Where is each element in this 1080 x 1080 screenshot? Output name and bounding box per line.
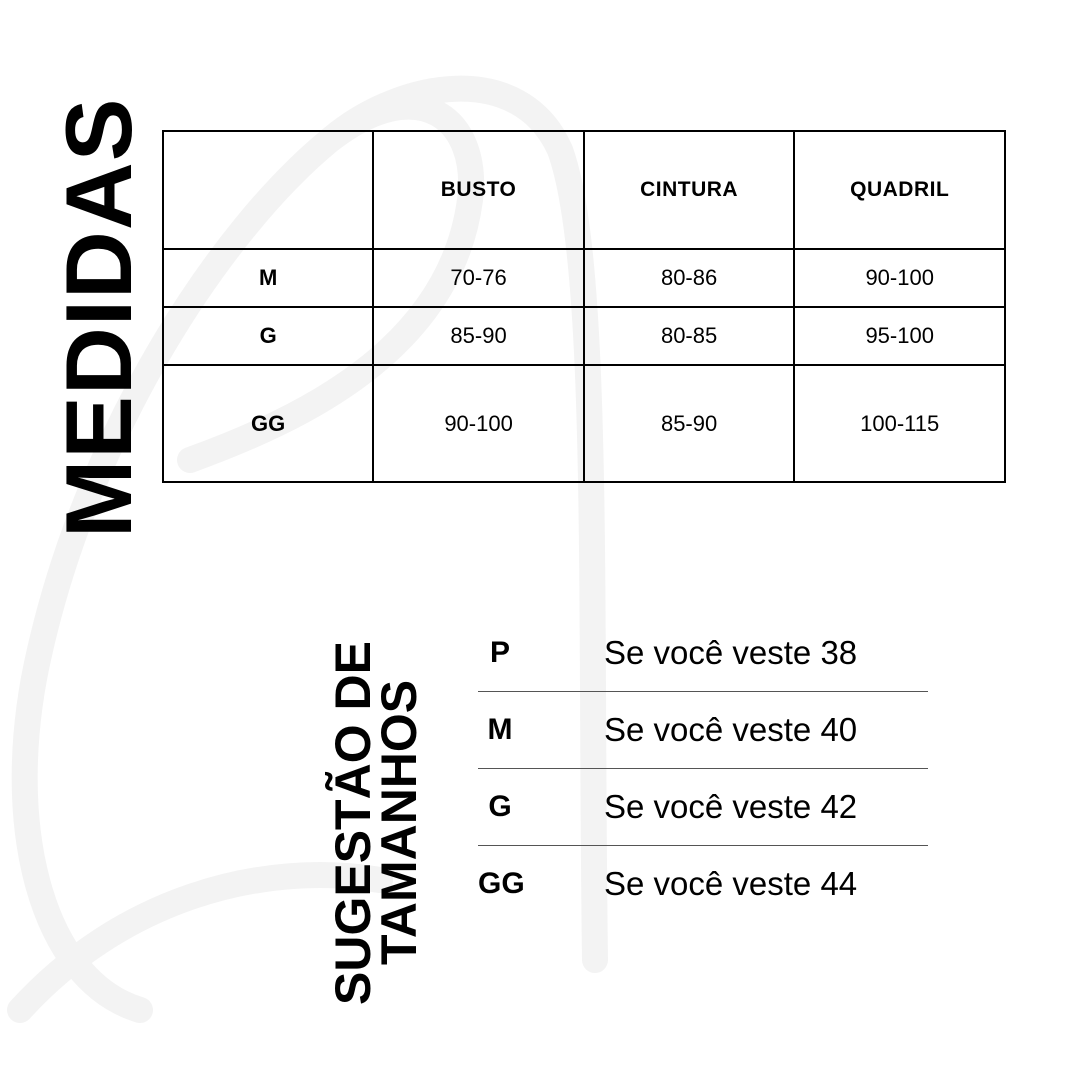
- suggestion-size: GG: [478, 867, 525, 900]
- cell-cintura: 85-90: [584, 365, 795, 482]
- table-header-quadril: QUADRIL: [794, 131, 1005, 249]
- row-size: M: [163, 249, 373, 307]
- table-row: [163, 249, 1005, 307]
- list-item: [478, 846, 928, 922]
- table-row: [163, 365, 1005, 482]
- list-item: [478, 692, 928, 769]
- page-title: MEDIDAS: [46, 97, 151, 538]
- cell-quadril: 95-100: [794, 307, 1005, 365]
- table-header-row: [163, 131, 1005, 249]
- cell-busto: 85-90: [373, 307, 583, 365]
- table-header-corner: [163, 131, 373, 249]
- table-header-busto: BUSTO: [373, 131, 583, 249]
- row-size: GG: [163, 365, 373, 482]
- list-item: [478, 615, 928, 692]
- suggestion-size: P: [489, 636, 510, 669]
- row-size: G: [163, 307, 373, 365]
- cell-cintura: 80-85: [584, 307, 795, 365]
- size-suggestion-list: [478, 615, 928, 922]
- cell-quadril: 90-100: [794, 249, 1005, 307]
- cell-busto: 70-76: [373, 249, 583, 307]
- suggestion-text: Se você veste 44: [604, 865, 858, 902]
- measurements-table: [162, 130, 1006, 483]
- table-header-cintura: CINTURA: [584, 131, 795, 249]
- suggestion-title-line2: TAMANHOS: [371, 679, 427, 965]
- table-row: [163, 307, 1005, 365]
- suggestion-text: Se você veste 40: [604, 711, 858, 748]
- suggestion-size: M: [487, 713, 513, 746]
- suggestion-title-line1: SUGESTÃO DE: [325, 641, 381, 1005]
- suggestion-title: [325, 641, 427, 1005]
- cell-quadril: 100-115: [794, 365, 1005, 482]
- list-item: [478, 769, 928, 846]
- cell-cintura: 80-86: [584, 249, 795, 307]
- cell-busto: 90-100: [373, 365, 583, 482]
- suggestion-size: G: [488, 790, 512, 823]
- suggestion-text: Se você veste 42: [604, 788, 858, 825]
- suggestion-text: Se você veste 38: [604, 634, 858, 671]
